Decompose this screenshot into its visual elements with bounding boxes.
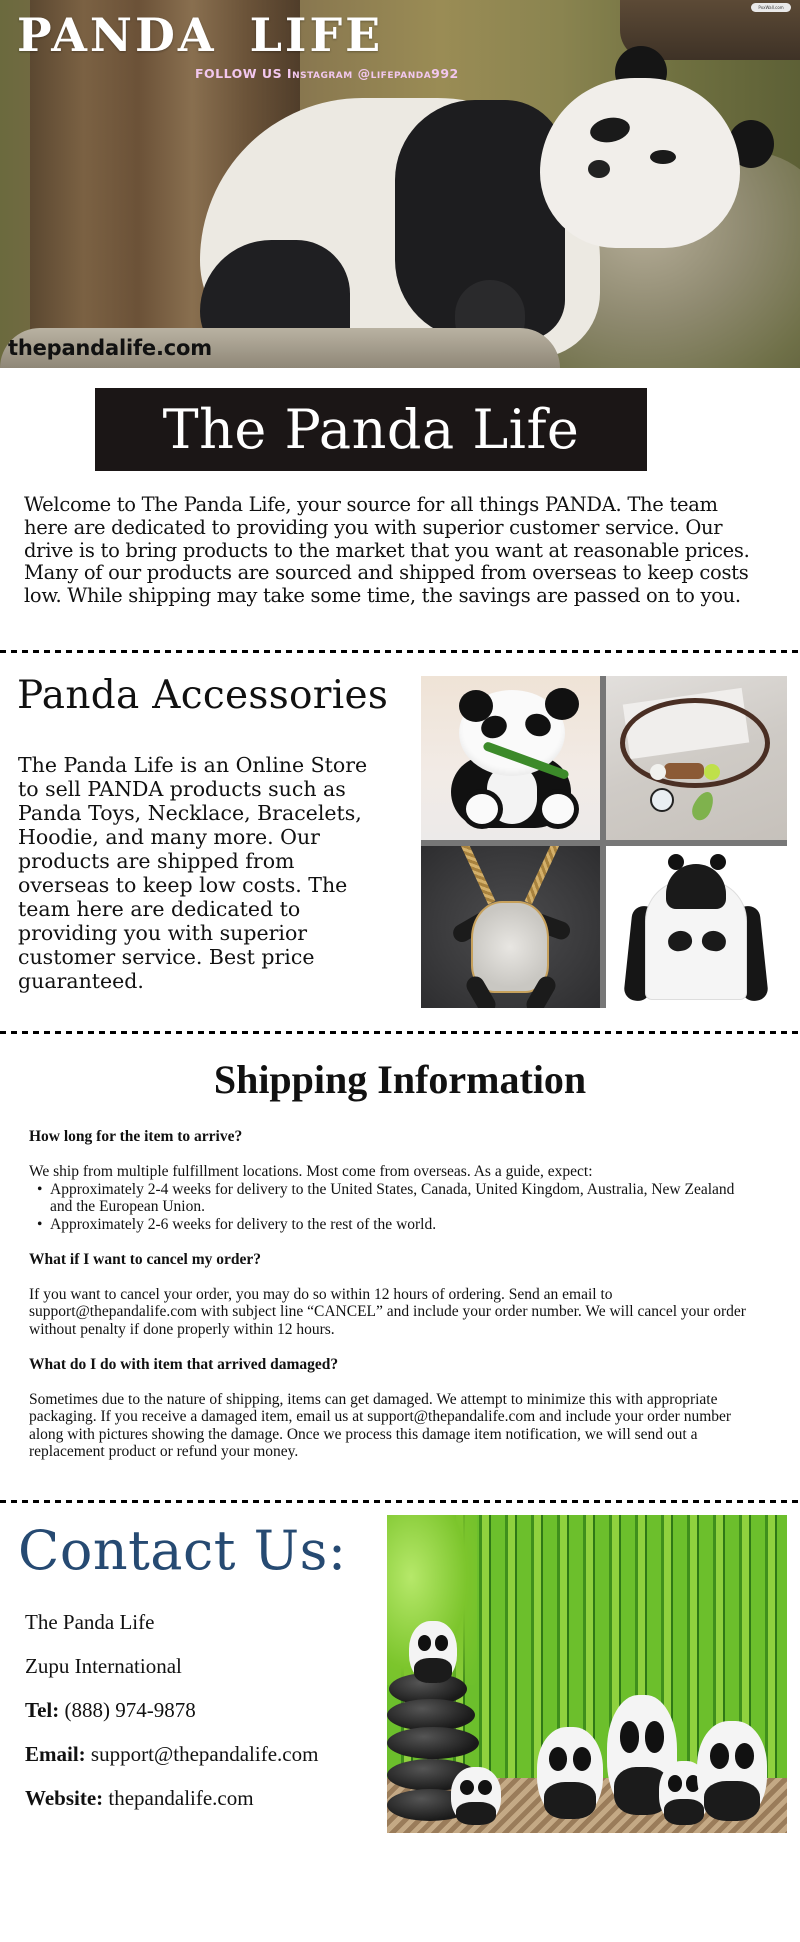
panda-head [540,78,740,248]
faq-question: What do I do with item that arrived damaged? [29,1355,339,1373]
intro-paragraph: Welcome to The Panda Life, your source for all things PANDA. The team here are dedicated to providing you with superior customer service. Our drive is to bring products to the market that you want at reasonable prices. Many of our products are sourced and shipped from overseas to keep costs low. While shipping may take some time, the savings are passed on to you. [24,493,750,608]
title-banner [95,388,647,471]
hero-banner [0,0,800,368]
contact-website [25,1786,318,1830]
list-item: • Approximately 2-4 weeks for delivery to the United States, Canada, United Kingdom, Australia, New Zealand and the European Union. [29,1181,749,1216]
bamboo-pandas-image [387,1515,787,1833]
dashed-divider [0,650,800,653]
product-image-hoodie [606,846,787,1008]
list-item: • Approximately 2-6 weeks for delivery to the rest of the world. [29,1216,749,1234]
page-title: The Panda Life [162,397,580,461]
tel-label: Tel: [25,1698,60,1722]
product-image-necklace [421,846,600,1008]
tel-value[interactable]: (888) 974-9878 [64,1698,196,1722]
instagram-follow: FOLLOW US Instagram @lifepanda992 [195,66,459,81]
accessories-paragraph: The Panda Life is an Online Store to sell PANDA products such as Panda Toys, Necklace, Bracelets, Hoodie, and many more. Our products are shipped from overseas to keep low costs. The team here are dedicated to providing you with superior customer service. Best price guaranteed. [18,753,368,993]
delivery-times-list [29,1181,749,1234]
email-value[interactable]: support@thepandalife.com [90,1742,319,1766]
contact-heading: Contact Us: [18,1519,347,1582]
contact-details [25,1610,318,1830]
website-label: Website: [25,1786,104,1810]
accessories-heading: Panda Accessories [17,673,389,718]
website-value[interactable]: thepandalife.com [108,1786,254,1810]
product-image-bracelet [606,676,787,840]
faq-question: How long for the item to arrive? [29,1128,243,1145]
shipping-faq [29,1128,749,1478]
faq-answer: If you want to cancel your order, you may do so within 12 hours of ordering. Send an email to support@thepandalife.com with subject line “CANCEL” and include your order number. We will cancel your order without penalty if done properly within 12 hours. [29,1285,746,1338]
faq-answer: We ship from multiple fulfillment locations. Most come from overseas. As a guide, expect: [29,1163,593,1180]
hero-site-url: thepandalife.com [8,336,212,360]
dashed-divider [0,1500,800,1503]
product-image-toy [421,676,600,840]
company-name: The Panda Life [25,1610,155,1634]
dashed-divider [0,1031,800,1034]
watermark-badge: PxxWall.com [751,3,791,12]
faq-question: What if I want to cancel my order? [29,1250,262,1268]
panda-nose [588,160,610,178]
email-label: Email: [25,1742,86,1766]
panda-eye [650,150,676,164]
organization-name: Zupu International [25,1654,182,1678]
shipping-heading: Shipping Information [213,1057,587,1102]
product-image-grid [421,676,787,1008]
contact-email [25,1742,318,1786]
hero-title: PANDA LIFE [17,8,384,62]
contact-tel [25,1698,318,1742]
faq-answer: Sometimes due to the nature of shipping, items can get damaged. We attempt to minimize this with appropriate packaging. If you receive a damaged item, email us at support@thepandalife.com and include your order number along with pictures showing the damage. Once we process this damage item notification, we will send out a replacement product or refund your money. [29,1390,732,1460]
